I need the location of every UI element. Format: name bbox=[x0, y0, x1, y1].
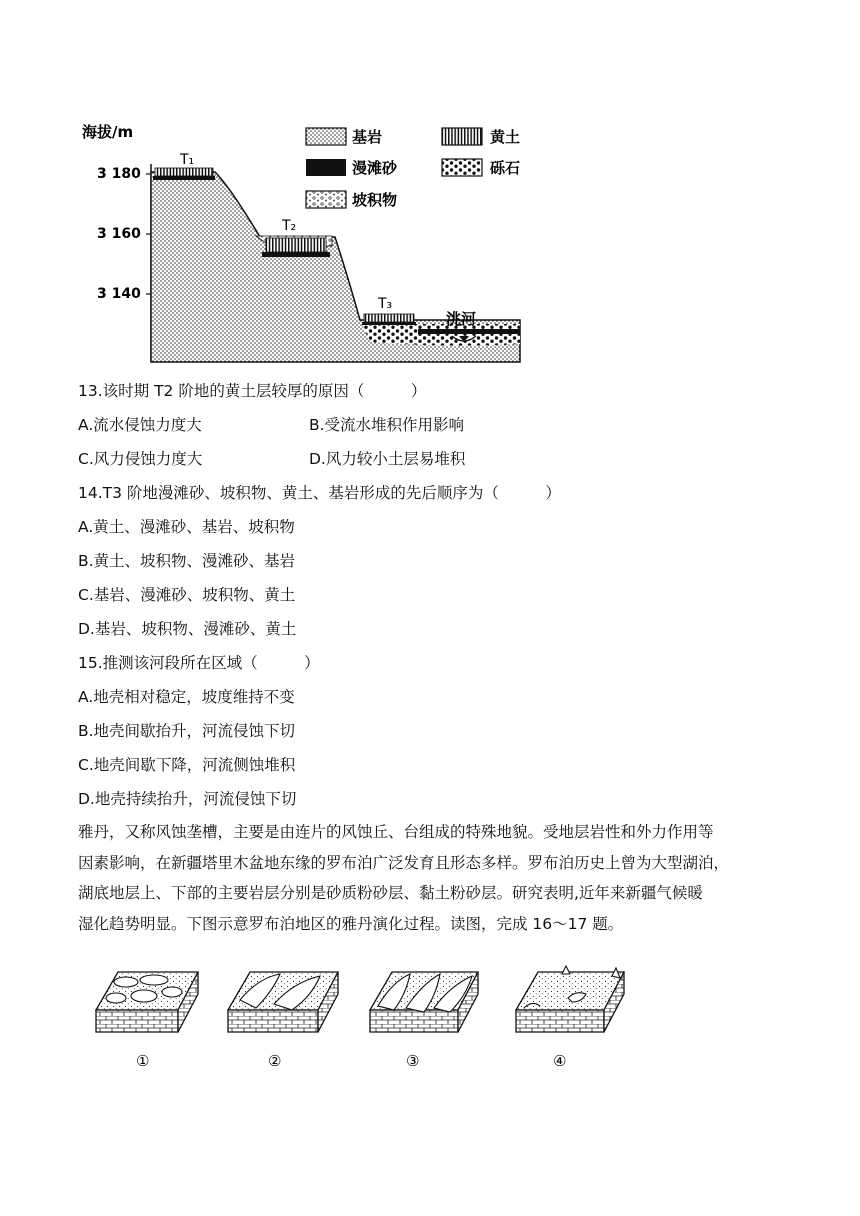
legend-label-colluvium: 坡积物 bbox=[352, 191, 398, 209]
question-15-option-d: D.地壳持续抬升，河流侵蚀下切 bbox=[78, 790, 297, 808]
legend-label-gravel: 砾石 bbox=[490, 159, 521, 177]
y-axis-label: 海拔/m bbox=[82, 123, 134, 141]
yardang-block-4 bbox=[516, 966, 624, 1032]
passage-line-4: 湿化趋势明显。下图示意罗布泊地区的雅丹演化过程。读图，完成 16～17 题。 bbox=[78, 914, 624, 933]
question-13-option-b: B.受流水堆积作用影响 bbox=[309, 416, 465, 434]
question-13-option-c: C.风力侵蚀力度大 bbox=[78, 450, 203, 468]
yardang-block-2 bbox=[228, 972, 338, 1032]
question-14-option-a: A.黄土、漫滩砂、基岩、坡积物 bbox=[78, 518, 295, 536]
question-15-option-a: A.地壳相对稳定，坡度维持不变 bbox=[78, 688, 295, 706]
gravel-layer bbox=[362, 324, 520, 346]
passage-line-1: 雅丹，又称风蚀垄槽，主要是由连片的风蚀丘、台组成的特殊地貌。受地层岩性和外力作用等 bbox=[78, 823, 714, 841]
passage-line-3: 湖底地层上、下部的主要岩层分别是砂质粉砂层、黏土粉砂层。研究表明,近年来新疆气候暖 bbox=[78, 884, 703, 902]
t2-loess bbox=[266, 238, 326, 252]
question-14-option-b: B.黄土、坡积物、漫滩砂、基岩 bbox=[78, 552, 296, 570]
tick-label-3180: 3 180 bbox=[97, 166, 141, 182]
t3-loess bbox=[364, 314, 414, 322]
question-13-option-d: D.风力较小土层易堆积 bbox=[309, 450, 466, 468]
passage-line-2: 因素影响，在新疆塔里木盆地东缘的罗布泊广泛发育且形态多样。罗布泊历史上曾为大型湖泊， bbox=[78, 853, 730, 872]
yardang-block-1 bbox=[96, 972, 198, 1032]
yardang-passage bbox=[78, 817, 788, 939]
terrace-label-t3: T₃ bbox=[378, 296, 393, 312]
river-floodplain-sand bbox=[418, 329, 520, 334]
yardang-evolution-figure bbox=[88, 960, 648, 1072]
block-label-4: ④ bbox=[553, 1052, 567, 1070]
t3-floodplain-sand bbox=[362, 322, 416, 325]
t1-floodplain-sand bbox=[153, 176, 215, 180]
legend-swatch-gravel bbox=[442, 159, 482, 176]
legend-label-bedrock: 基岩 bbox=[352, 128, 383, 146]
tick-label-3140: 3 140 bbox=[97, 286, 141, 302]
legend-swatch-colluvium bbox=[306, 191, 346, 208]
question-13-option-a: A.流水侵蚀力度大 bbox=[78, 416, 202, 434]
question-15-option-b: B.地壳间歇抬升，河流侵蚀下切 bbox=[78, 722, 296, 740]
yardang-block-3 bbox=[370, 972, 478, 1032]
legend-label-floodplain-sand: 漫滩砂 bbox=[352, 159, 398, 177]
terrace-label-t1: T₁ bbox=[180, 152, 195, 168]
legend-label-loess: 黄土 bbox=[490, 128, 521, 146]
tick-label-3160: 3 160 bbox=[97, 226, 141, 242]
block-label-3: ③ bbox=[406, 1052, 420, 1070]
t1-loess bbox=[155, 168, 213, 176]
block-label-2: ② bbox=[268, 1052, 282, 1070]
terrace-cross-section-figure bbox=[80, 112, 550, 368]
terrace-label-t2: T₂ bbox=[282, 218, 297, 234]
question-15-option-c: C.地壳间歇下降，河流侧蚀堆积 bbox=[78, 756, 296, 774]
legend-swatch-bedrock bbox=[306, 128, 346, 145]
question-14-option-d: D.基岩、坡积物、漫滩砂、黄土 bbox=[78, 620, 297, 638]
river-label: 洮河 bbox=[446, 310, 477, 328]
block-label-1: ① bbox=[136, 1052, 150, 1070]
question-14-stem: 14.T3 阶地漫滩砂、坡积物、黄土、基岩形成的先后顺序为（ ） bbox=[78, 484, 561, 502]
question-13-stem: 13.该时期 T2 阶地的黄土层较厚的原因（ ） bbox=[78, 382, 427, 400]
t2-floodplain-sand bbox=[262, 252, 330, 257]
legend-swatch-floodplain-sand bbox=[306, 159, 346, 176]
legend-swatch-loess bbox=[442, 128, 482, 145]
question-14-option-c: C.基岩、漫滩砂、坡积物、黄土 bbox=[78, 586, 296, 604]
question-15-stem: 15.推测该河段所在区域（ ） bbox=[78, 654, 320, 672]
